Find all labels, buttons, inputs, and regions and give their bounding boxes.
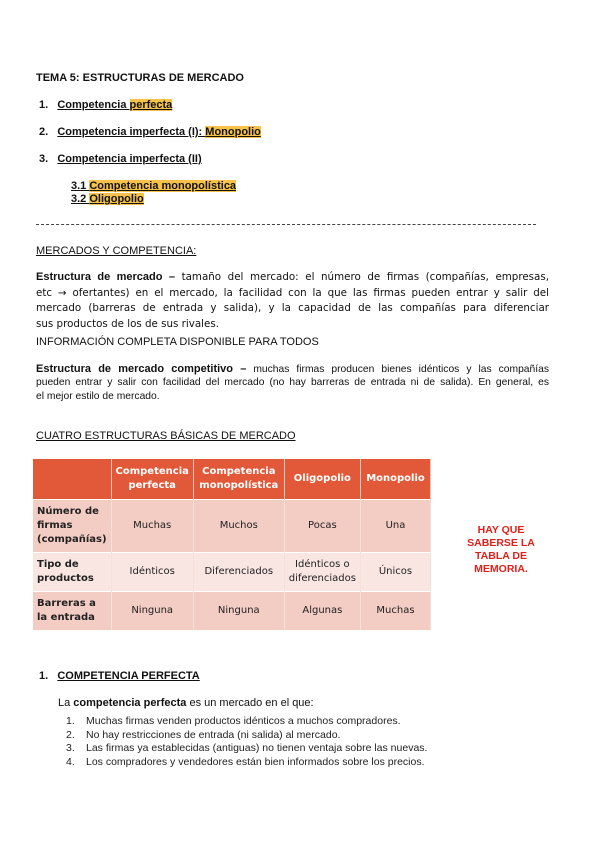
table-row [33,592,431,631]
toc-item-2 [39,126,261,138]
subtoc-item-2 [71,193,144,205]
table-cell: Ninguna [193,592,284,631]
toc-item-number: 3. [39,153,49,165]
subtoc-item-number: 3.2 [71,193,90,205]
table-row-header: Barreras a la entrada [33,592,111,631]
table-row-header: Número de firmas (compañías) [33,500,111,553]
table-cell: Muchos [193,500,284,553]
definition-term: Estructura de mercado competitivo – [36,363,247,375]
characteristics-list [66,715,427,769]
definition-line: mercado (barreras de entrada y salida), y la capacidad de las compañías para diferenciar [36,302,549,314]
table-row-header: Tipo de productos [33,553,111,592]
toc-item-3 [39,153,202,165]
section-heading-competencia-perfecta [39,670,200,682]
section-heading-mercados: MERCADOS Y COMPETENCIA: [36,245,197,257]
toc-item-highlight: perfecta [129,99,173,111]
definition-line: el mejor estilo de mercado. [36,391,160,402]
list-item-number: 2. [66,728,75,741]
table-cell: Una [360,500,430,553]
table-cell: Idénticos [111,553,193,592]
market-structures-table [33,459,431,630]
list-item-number: 1. [66,715,75,727]
list-item-number: 3. [66,742,75,754]
table-row [33,500,431,553]
definition-line: tamaño del mercado: el número de firmas (compañías, empresas, [174,271,549,283]
table-header-cell: Monopolio [360,459,430,500]
definition-line: muchas firmas producen bienes idénticos y las compañías [246,364,549,375]
list-item-text: Muchas firmas venden productos idénticos a muchos compradores. [86,715,401,727]
table-header-cell [33,459,111,500]
table-header-cell: Competencia monopolística [193,459,284,500]
table-row [33,553,431,592]
toc-item-highlight: Monopolio [205,126,261,138]
list-item [66,715,427,729]
list-item-text: No hay restricciones de entrada (ni salida) al mercado. [86,728,341,741]
table-cell: Diferenciados [193,553,284,592]
intro-post: es un mercado en el que: [186,697,314,709]
table-cell: Pocas [284,500,360,553]
section-number: 1. [39,670,49,682]
definition-mercado-competitivo [36,362,549,404]
definition-term: Estructura de mercado – [36,271,175,283]
list-item-text: Los compradores y vendedores están bien informados sobre los precios. [86,755,425,768]
table-cell: Muchas [360,592,430,631]
list-item [66,742,427,756]
table-header-cell: Oligopolio [284,459,360,500]
subtoc-item-highlight: Oligopolio [89,193,144,205]
table-cell: Únicos [360,553,430,592]
list-item-number: 4. [66,755,75,768]
toc-item-1 [39,99,172,111]
list-item [66,729,427,743]
section-title: COMPETENCIA PERFECTA [57,670,200,682]
intro-sentence [58,697,314,709]
list-item [66,756,427,770]
table-cell: Idénticos o diferenciados [284,553,360,592]
subtoc-item-number: 3.1 [71,180,90,192]
table-header-row [33,459,431,500]
subtoc-item-1 [71,180,236,192]
toc-item-number: 1. [39,99,49,111]
dashed-divider [36,224,536,225]
definition-line: sus productos de los de sus rivales. [36,317,220,330]
toc-item-number: 2. [39,126,49,138]
table-header-cell: Competencia perfecta [111,459,193,500]
document-title: TEMA 5: ESTRUCTURAS DE MERCADO [36,72,244,84]
definition-line: etc → ofertantes) en el mercado, la facilidad con la que las firmas pueden entrar y salir del [36,286,549,299]
definition-line: pueden entrar y salir con facilidad del mercado (no hay barreras de entrada ni de salida). En general, es [36,377,549,388]
list-item-text: Las firmas ya establecidas (antiguas) no tienen ventaja sobre las nuevas. [86,742,428,754]
toc-item-text: Competencia imperfecta (II) [57,153,202,165]
toc-item-text: Competencia [57,99,130,111]
intro-term: competencia perfecta [73,697,187,709]
memo-note: HAY QUE SABERSE LA TABLA DE MEMORIA. [467,524,535,575]
subtoc-item-highlight: Competencia monopolística [89,180,237,192]
toc-item-text: Competencia imperfecta (I): [57,126,206,138]
intro-pre: La [58,697,74,709]
table-heading: CUATRO ESTRUCTURAS BÁSICAS DE MERCADO [36,430,296,442]
table-cell: Algunas [284,592,360,631]
definition-estructura-mercado [36,270,549,332]
info-heading: INFORMACIÓN COMPLETA DISPONIBLE PARA TODOS [36,336,319,348]
table-cell: Muchas [111,500,193,553]
table-cell: Ninguna [111,592,193,631]
